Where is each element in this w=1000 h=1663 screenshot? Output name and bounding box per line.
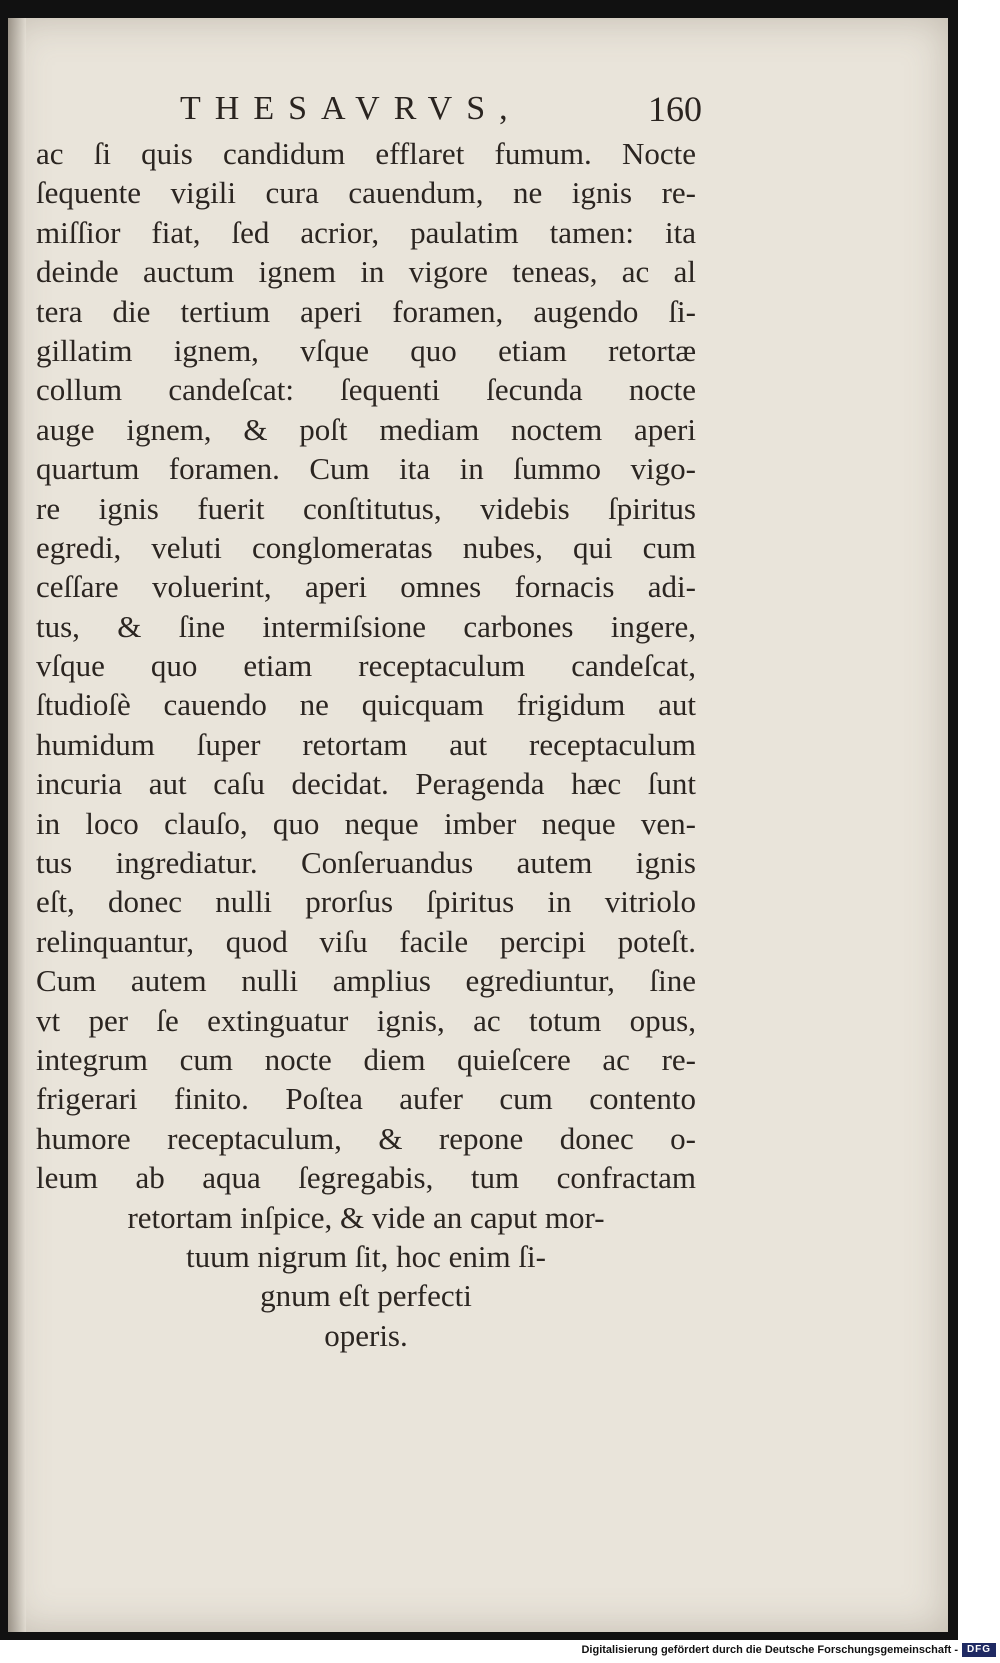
text-line: auge ignem, & poſt mediam noctem aperi [36, 411, 696, 447]
tail-line: retortam inſpice, & vide an caput mor- [127, 1199, 605, 1235]
text-line: deinde auctum ignem in vigore teneas, ac al [36, 254, 696, 290]
text-line: vt per ſe extinguatur ignis, ac totum opus, [36, 1002, 696, 1038]
text-line: re ignis fuerit conſtitutus, videbis ſpiritus [36, 490, 696, 526]
tail-line: tuum nigrum ſit, hoc enim ſi- [186, 1238, 546, 1274]
text-line: tus, & ſine intermiſsione carbones ingere, [36, 608, 696, 644]
page-number: 160 [648, 89, 702, 129]
funding-note: Digitalisierung gefördert durch die Deutsche Forschungsgemeinschaft - [581, 1644, 958, 1656]
text-line: collum candeſcat: ſequenti ſecunda nocte [36, 372, 696, 408]
book-page [8, 18, 948, 1632]
text-line: miſſior fiat, ſed acrior, paulatim tamen: ita [36, 214, 696, 250]
text-line: incuria aut caſu decidat. Peragenda hæc ſunt [36, 766, 696, 802]
text-line: quartum foramen. Cum ita in ſummo vigo- [36, 451, 696, 487]
text-line: integrum cum nocte diem quieſcere ac re- [36, 1041, 696, 1077]
text-line: relinquantur, quod viſu facile percipi poteſt. [36, 923, 696, 959]
text-line: ſtudioſè cauendo ne quicquam frigidum aut [36, 687, 696, 723]
text-line: ceſſare voluerint, aperi omnes fornacis adi- [36, 569, 696, 605]
running-title: THESAVRVS, [180, 90, 522, 127]
text-line: eſt, donec nulli prorſus ſpiritus in vitriolo [36, 884, 696, 920]
tail-line: gnum eſt perfecti [260, 1278, 472, 1314]
running-head [168, 80, 708, 130]
text-line: tera die tertium aperi foramen, augendo ſi- [36, 293, 696, 329]
text-line: humore receptaculum, & repone donec o- [36, 1120, 696, 1156]
footer-bar [0, 1640, 1000, 1663]
text-line: gillatim ignem, vſque quo etiam retortæ [36, 332, 696, 368]
text-line: ſequente vigili cura cauendum, ne ignis re- [36, 175, 696, 211]
text-line: leum ab aqua ſegregabis, tum confractam [36, 1160, 696, 1196]
tail-line: operis. [324, 1317, 408, 1353]
text-line: ac ſi quis candidum efflaret fumum. Nocte [36, 136, 696, 171]
dfg-logo-icon[interactable]: DFG [962, 1643, 996, 1657]
text-line: humidum ſuper retortam aut receptaculum [36, 726, 696, 762]
text-line: vſque quo etiam receptaculum candeſcat, [36, 648, 696, 684]
text-line: frigerari finito. Poſtea aufer cum contento [36, 1081, 696, 1117]
text-line: in loco clauſo, quo neque imber neque ven- [36, 805, 696, 841]
text-line: egredi, veluti conglomeratas nubes, qui cum [36, 529, 696, 565]
main-text [36, 134, 696, 1355]
text-line: tus ingrediatur. Conſeruandus autem ignis [36, 845, 696, 881]
text-line: Cum autem nulli amplius egrediuntur, ſine [36, 963, 696, 999]
